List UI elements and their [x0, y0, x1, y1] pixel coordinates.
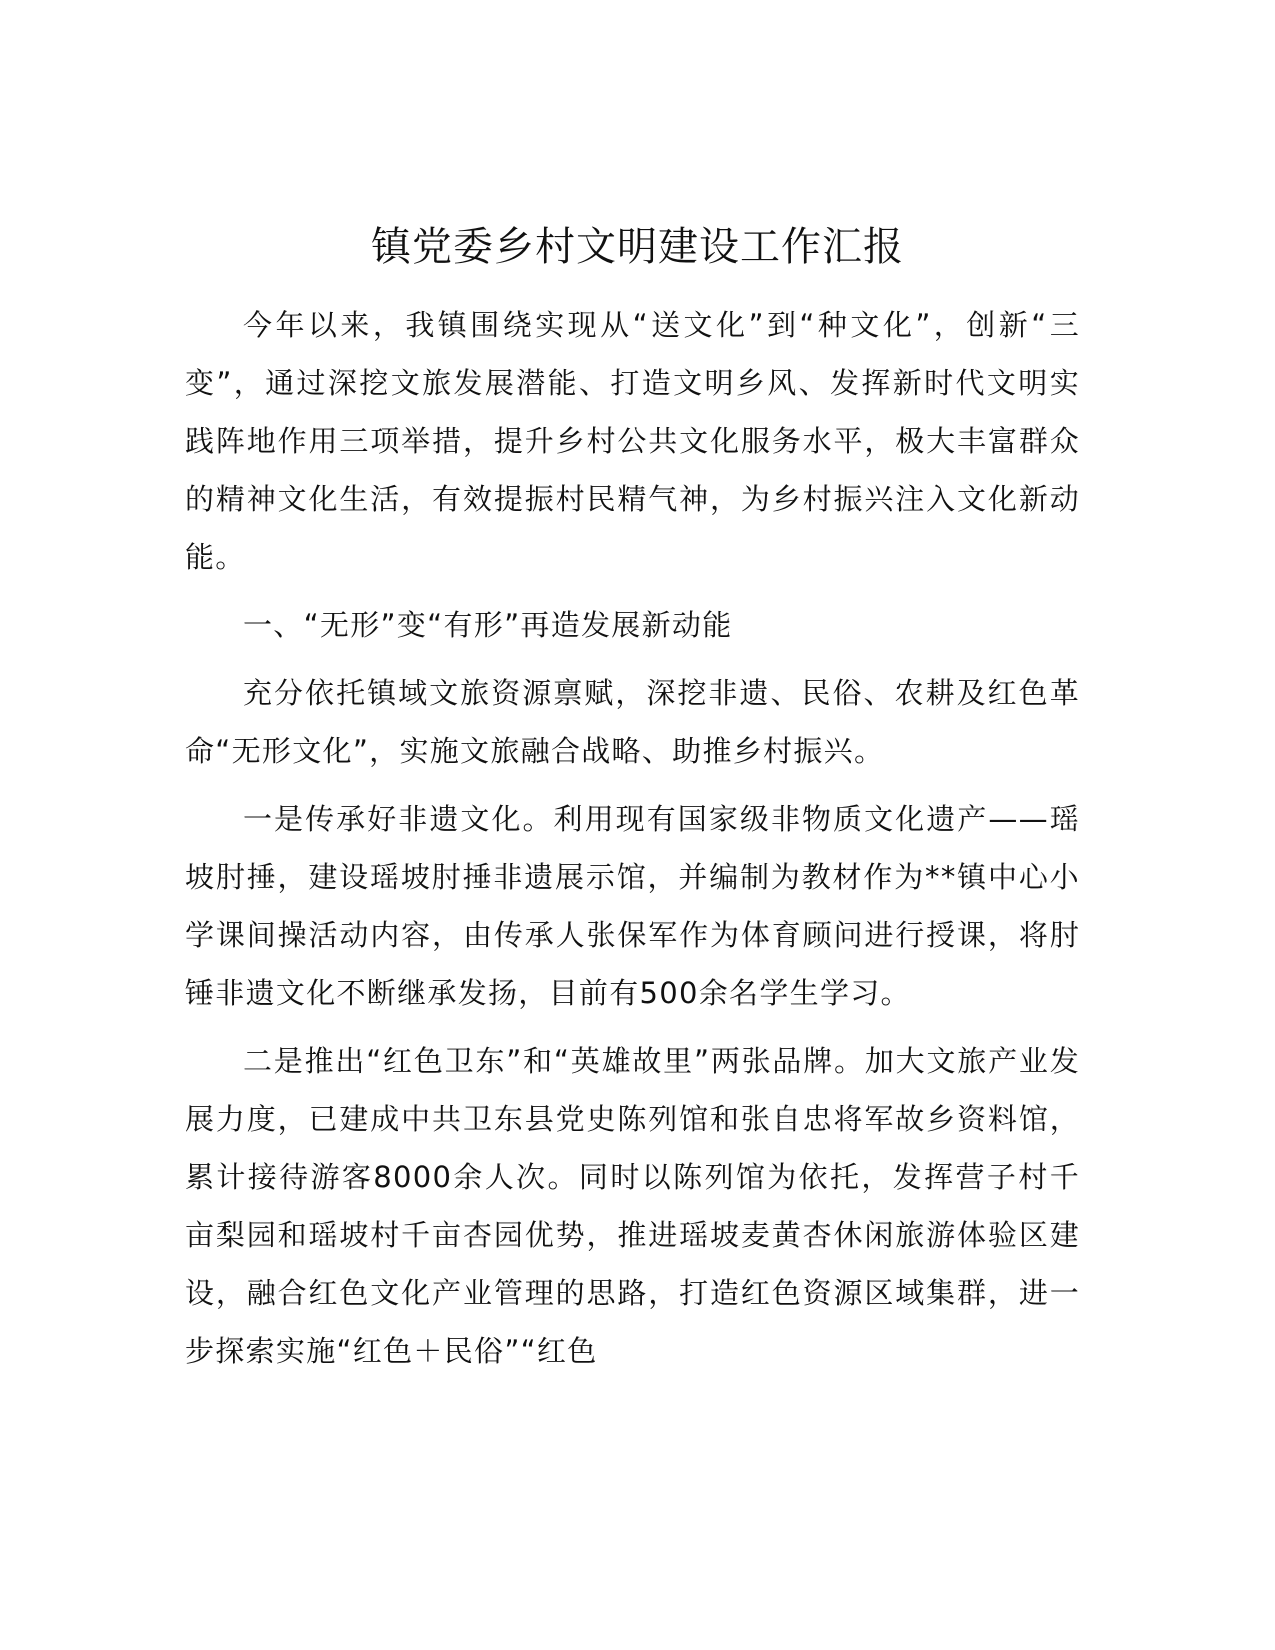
paragraph-section-1-intro: 充分依托镇域文旅资源禀赋，深挖非遗、民俗、农耕及红色革命“无形文化”，实施文旅融合战略、助推乡村振兴。 [185, 676, 1080, 768]
paragraph-heritage: 一是传承好非遗文化。利用现有国家级非物质文化遗产——瑶坡肘捶，建设瑶坡肘捶非遗展示馆，并编制为教材作为**镇中心小学课间操活动内容，由传承人张保军作为体育顾问进行授课，将肘锤非遗文化不断继承发扬，目前有500余名学生学习。 [185, 802, 1080, 1010]
paragraph-intro: 今年以来，我镇围绕实现从“送文化”到“种文化”，创新“三变”，通过深挖文旅发展潜能、打造文明乡风、发挥新时代文明实践阵地作用三项举措，提升乡村公共文化服务水平，极大丰富群众的精神文化生活，有效提振村民精气神，为乡村振兴注入文化新动能。 [185, 308, 1080, 574]
section-heading-1: 一、“无形”变“有形”再造发展新动能 [243, 608, 733, 642]
document-body [185, 296, 1080, 1390]
document-title: 镇党委乡村文明建设工作汇报 [371, 224, 904, 270]
paragraph-red-brands: 二是推出“红色卫东”和“英雄故里”两张品牌。加大文旅产业发展力度，已建成中共卫东县党史陈列馆和张自忠将军故乡资料馆，累计接待游客8000余人次。同时以陈列馆为依托，发挥营子村千亩梨园和瑶坡村千亩杏园优势，推进瑶坡麦黄杏休闲旅游体验区建设，融合红色文化产业管理的思路，打造红色资源区域集群，进一步探索实施“红色＋民俗”“红色 [185, 1044, 1080, 1368]
